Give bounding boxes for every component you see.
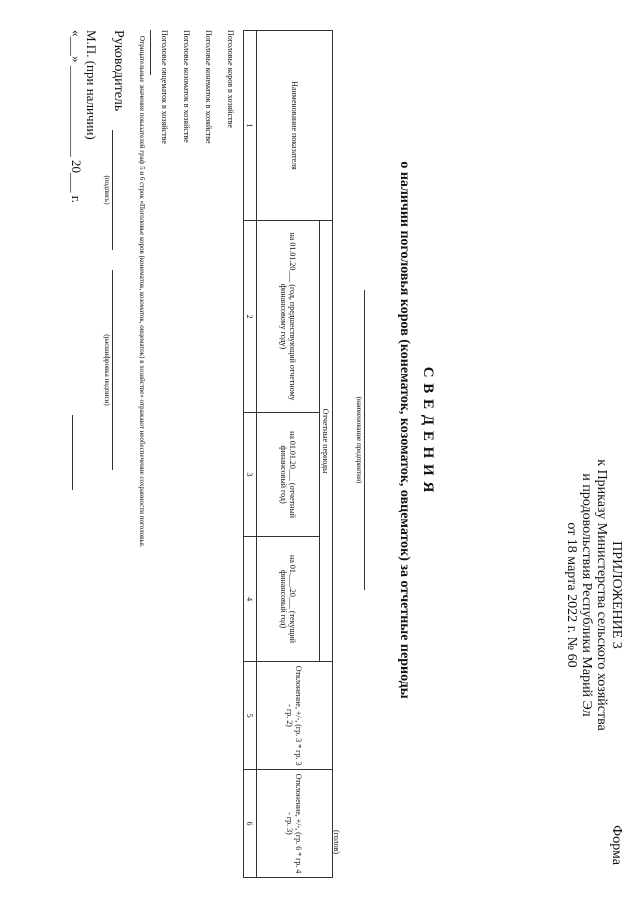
appendix-line: ПРИЛОЖЕНИЕ 3 xyxy=(609,541,624,649)
extra-line xyxy=(72,415,73,490)
row-label: Поголовье овцематок в хозяйстве xyxy=(160,30,169,144)
row-label: Поголовье коров в хозяйстве xyxy=(226,30,235,128)
header-period-report: на 01.01.20___ (отчетный финансовый год) xyxy=(257,413,320,537)
organization-caption: (наименование предприятия) xyxy=(355,396,363,484)
stamp-place-label: М.П. (при наличии) xyxy=(84,30,99,140)
column-number: 1 xyxy=(244,31,257,221)
organization-line xyxy=(364,290,365,590)
form-label: Форма xyxy=(609,825,624,865)
footnote: Отрицательные значения показателей граф 5 и 6 строк «Поголовье коров (конематок, козоматок, овцематок) в хозяйстве» отражают необеспечение сохранности поголовья. xyxy=(138,36,146,548)
document-title: С В Е Д Е Н И Я xyxy=(420,366,436,494)
signature-decode-caption: (расшифровка подписи) xyxy=(103,334,111,406)
units-label: (голов) xyxy=(332,830,341,855)
column-number: 3 xyxy=(244,413,257,537)
signature-line xyxy=(112,130,113,250)
livestock-table xyxy=(243,30,333,878)
appendix-header xyxy=(564,415,624,775)
indicator-rows xyxy=(153,30,241,144)
appendix-line: и продовольствия Республики Марий Эл xyxy=(579,473,594,717)
header-periods-cell: Отчетные периоды xyxy=(320,221,333,662)
column-number: 6 xyxy=(244,770,257,878)
signature-decode-line xyxy=(112,270,113,470)
row-label: Поголовье козоматок в хозяйстве xyxy=(182,30,191,143)
document-subtitle: о наличии поголовья коров (конематок, козоматок, овцематок) за отчетные периоды xyxy=(397,161,412,699)
footnote-divider xyxy=(150,30,151,75)
date-line: «___» ______________ 20___ г. xyxy=(69,30,84,203)
column-number: 4 xyxy=(244,537,257,662)
head-label: Руководитель xyxy=(111,30,126,112)
header-period-current: на 01.___.20___ (текущий финансовый год) xyxy=(257,537,320,662)
column-number: 2 xyxy=(244,221,257,413)
header-deviation-1: Отклонение, +/-, (гр. 3 * гр. 3 - гр. 2) xyxy=(257,662,333,770)
header-name-cell: Наименование показателя xyxy=(257,31,333,221)
column-number: 5 xyxy=(244,662,257,770)
appendix-line: к Приказу Министерства сельского хозяйства xyxy=(594,459,609,731)
appendix-line: от 18 марта 2022 г. № 60 xyxy=(564,522,579,668)
header-period-prev: на 01.01.20___ (год, предшествующий отчетному финансовому году) xyxy=(257,221,320,413)
signature-caption: (подпись) xyxy=(103,175,111,205)
row-label: Поголовье конематок в хозяйстве xyxy=(204,30,213,144)
header-deviation-2: Отклонение, +/-, (гр. 6 * гр. 4 - гр. 3) xyxy=(257,770,333,878)
